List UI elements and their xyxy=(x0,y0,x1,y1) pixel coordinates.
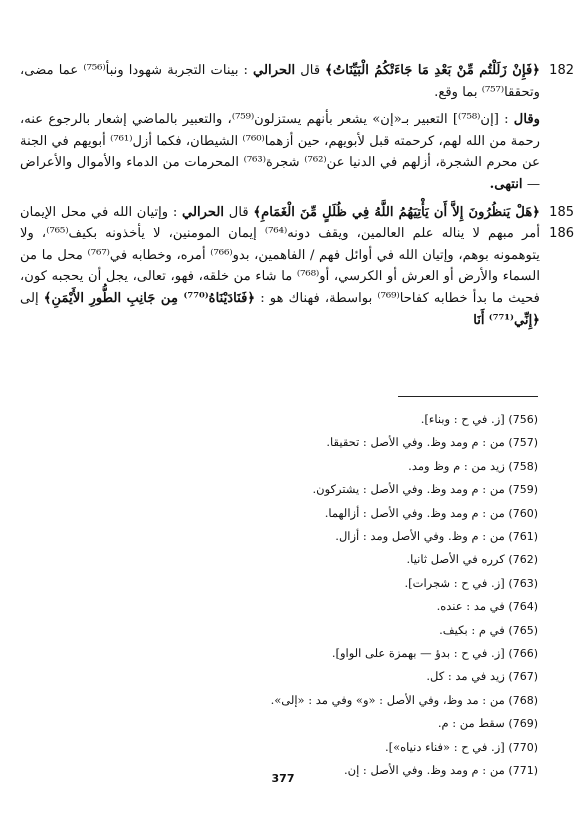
footnote: (758) زيد من : م وظ ومد. xyxy=(408,458,538,473)
footnote: (765) في م : بكيف. xyxy=(439,622,538,637)
footnote: (761) من : م وظ. وفي الأصل ومد : أزال. xyxy=(335,529,538,544)
end-mark: انتهى. xyxy=(489,176,523,192)
text-run: : [إن⁽⁷⁵⁸⁾] التعبير بـ«إن» يشعر بأنهم يستزلون⁽⁷⁵⁹⁾، والتعبير بالماضي إشعار بالرجوع عنه، رحمة من الله لهم، كرحمته قبل لأبويهم، حين أزهما⁽⁷⁶⁰⁾ الشيطان، فكما أزل⁽⁷⁶¹⁾ أبويهم في الجنة عن محرم الشجرة، أزلهم في الدنيا عن⁽⁷⁶²⁾ شجرة⁽⁷⁶³⁾ المحرمات من الدماء والأموال والأعراض — xyxy=(20,112,540,192)
quran-quote: ﴿فَنَادَيْنَاهُ⁽⁷⁷⁰⁾ مِن جَانِبِ الطُّورِ الأَيْمَنِ﴾ xyxy=(43,290,256,306)
footnote: (762) كرره في الأصل ثانيا. xyxy=(406,552,538,567)
paragraph-182 xyxy=(20,60,574,103)
quran-quote: ﴿إِنِّي⁽⁷⁷¹⁾ xyxy=(488,312,540,328)
footnote: (763) [ز. في ح : شجرات]. xyxy=(404,575,538,590)
text-run: قال xyxy=(300,63,321,78)
footnote: (759) من : م ومد وظ. وفي الأصل : يشتركون. xyxy=(312,482,538,497)
text-run: قال xyxy=(228,204,249,220)
footnote: (767) زيد في مد : كل. xyxy=(426,669,538,684)
footnotes xyxy=(40,408,538,783)
text-run: : بينات التجربة شهودا ونبأ⁽⁷⁵⁶⁾ عما مضى، وتحققا⁽⁷⁵⁷⁾ بما وقع. xyxy=(20,63,540,100)
footnote: (766) [ز. في ح : بدؤ — بهمزة على الواو]. xyxy=(331,646,538,661)
text-run: : وإتيان الله في محل الإيمان أمر مبهم لا يناله علم العالمين، ويقف دونه⁽⁷⁶⁴⁾ إيمان المومنين، لا يأخذونه بكيف⁽⁷⁶⁵⁾، ولا يتوهمونه بوهم، وإتيان الله في أوائل فهم / الفاهمين، بدو⁽⁷⁶⁶⁾ أمره، وخطابه في⁽⁷⁶⁷⁾ محل ما من السماء والأرض أو العرش أو الكرسي، أو⁽⁷⁶⁸⁾ ما شاء من خلقه، فهو، تعالى، يجل أن يحجبه كون، فحيث ما بدأ خطابه كفاحا⁽⁷⁶⁹⁾ بواسطة، فهناك هو : xyxy=(20,204,540,306)
paragraph-185-186 xyxy=(20,202,574,332)
footnote: (764) في مد : عنده. xyxy=(436,599,538,614)
paragraph-qala xyxy=(20,109,540,195)
footnote: (760) من : م ومد وظ. وفي الأصل : أزالهما. xyxy=(324,505,538,520)
text-run: إلى xyxy=(20,290,39,306)
page-number: 377 xyxy=(271,772,295,785)
footnote: (771) من : م ومد وظ. وفي الأصل : إن. xyxy=(343,763,538,778)
quran-quote: ﴿فَإِنْ زَلَلْتُم مِّنْ بَعْدِ مَا جَاءَتْكُمُ الْبَيِّنَاتُ﴾ xyxy=(325,63,540,78)
quran-quote: أَنَا xyxy=(473,312,485,328)
verse-number: 182 xyxy=(549,63,574,78)
verse-number: 185 xyxy=(549,204,574,220)
verse-number: 186 xyxy=(549,226,574,242)
footnote: (770) [ز. في ح : «فناء دنياه»]. xyxy=(384,739,538,754)
footnote: (769) سقط من : م. xyxy=(437,716,538,731)
footnote: (757) من : م ومد وظ. وفي الأصل : تحقيقا. xyxy=(326,435,538,450)
author-name: الحرالي xyxy=(181,204,225,220)
main-text xyxy=(20,60,574,331)
footnote-divider xyxy=(398,396,538,397)
footnote: (768) من : مد وظ، وفي الأصل : «و» وفي مد : «إلى». xyxy=(270,692,538,707)
author-name: الحرالي xyxy=(253,63,296,78)
quran-quote: ﴿هَلْ يَنظُرُونَ إِلاَّ أَن يَأْتِيَهُمُ اللَّهُ فِي ظُلَلٍ مِّنَ الْغَمَامِ﴾ xyxy=(253,204,541,220)
footnote: (756) [ز. في ح : وبناء]. xyxy=(420,412,538,426)
paragraph-lead: وقال xyxy=(513,112,541,128)
